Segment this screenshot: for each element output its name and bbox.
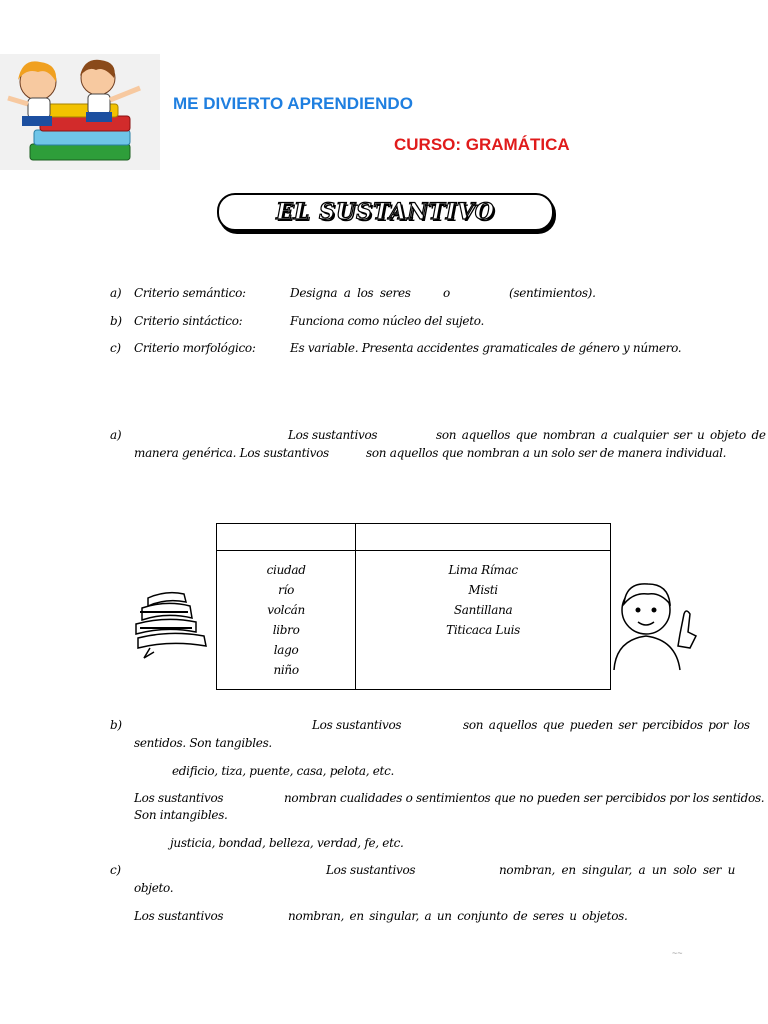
criterio-c-text: Es variable. Presenta accidentes gramaticales de género y número. [290, 341, 682, 355]
nouns-table [216, 523, 611, 690]
list-item: Misti [468, 583, 498, 597]
criterio-c-letter: c) [110, 341, 121, 355]
clase-b-examples-1: edificio, tiza, puente, casa, pelota, etc. [172, 764, 394, 778]
school-name: ME DIVIERTO APRENDIENDO [173, 94, 413, 113]
criterio-c-label: Criterio morfológico: [134, 341, 256, 355]
clase-c-line2: objeto. [134, 881, 174, 895]
clase-b-abs-b: nombran cualidades o sentimientos que no pueden ser percibidos por los sentidos. [284, 791, 765, 805]
list-item: río [278, 583, 295, 597]
clase-b-part1: Los sustantivos [312, 718, 402, 732]
clase-a-letter: a) [110, 428, 122, 442]
clase-c-letter: c) [110, 863, 121, 877]
list-item: niño [273, 663, 299, 677]
clase-a-line2b: son aquellos que nombran a un solo ser de manera individual. [366, 446, 727, 460]
page-number: ~~ [672, 948, 683, 958]
books-sketch [130, 590, 210, 660]
clase-b-line2: sentidos. Son tangibles. [134, 736, 272, 750]
table-header-propios [356, 524, 611, 551]
clase-b-abs-line2: Son intangibles. [134, 808, 228, 822]
title-banner [217, 193, 554, 231]
clase-a-part1: Los sustantivos [288, 428, 378, 442]
course-title: CURSO: GRAMÁTICA [394, 135, 570, 154]
boy-pointing-sketch [610, 574, 706, 674]
clase-b-abs-a: Los sustantivos [134, 791, 224, 805]
clase-b-part2: son aquellos que pueden ser percibidos por los [463, 718, 750, 732]
criterio-a-letter: a) [110, 286, 122, 300]
clase-c-col-a: Los sustantivos [134, 909, 224, 923]
list-item: Santillana [453, 603, 513, 617]
propios-column [356, 551, 611, 690]
clase-c-part2: nombran, en singular, a un solo ser u [499, 863, 736, 877]
list-item: Titicaca Luis [446, 623, 521, 637]
criterio-a-text-2: o [443, 286, 450, 300]
list-item: lago [273, 643, 299, 657]
clase-b-examples-2: justicia, bondad, belleza, verdad, fe, etc. [170, 836, 404, 850]
criterio-b-letter: b) [110, 314, 122, 328]
criterio-a-text-1: Designa a los seres [290, 286, 411, 300]
clase-c-part1: Los sustantivos [326, 863, 416, 877]
criterio-a-text-3: (sentimientos). [509, 286, 596, 300]
page-title: EL SUSTANTIVO [276, 199, 495, 225]
clase-a-line2a: manera genérica. Los sustantivos [134, 446, 329, 460]
clase-c-col-b: nombran, en singular, a un conjunto de seres u objetos. [288, 909, 628, 923]
criterio-b-label: Criterio sintáctico: [134, 314, 243, 328]
list-item: volcán [267, 603, 305, 617]
kids-books-illustration [0, 54, 160, 170]
criterio-a-label: Criterio semántico: [134, 286, 246, 300]
clase-b-letter: b) [110, 718, 122, 732]
comunes-column [217, 551, 356, 690]
criterio-b-text: Funciona como núcleo del sujeto. [290, 314, 484, 328]
list-item: Lima Rímac [448, 563, 518, 577]
clase-a-part2: son aquellos que nombran a cualquier ser u objeto de [436, 428, 766, 442]
list-item: ciudad [266, 563, 306, 577]
table-header-comunes [217, 524, 356, 551]
list-item: libro [272, 623, 300, 637]
